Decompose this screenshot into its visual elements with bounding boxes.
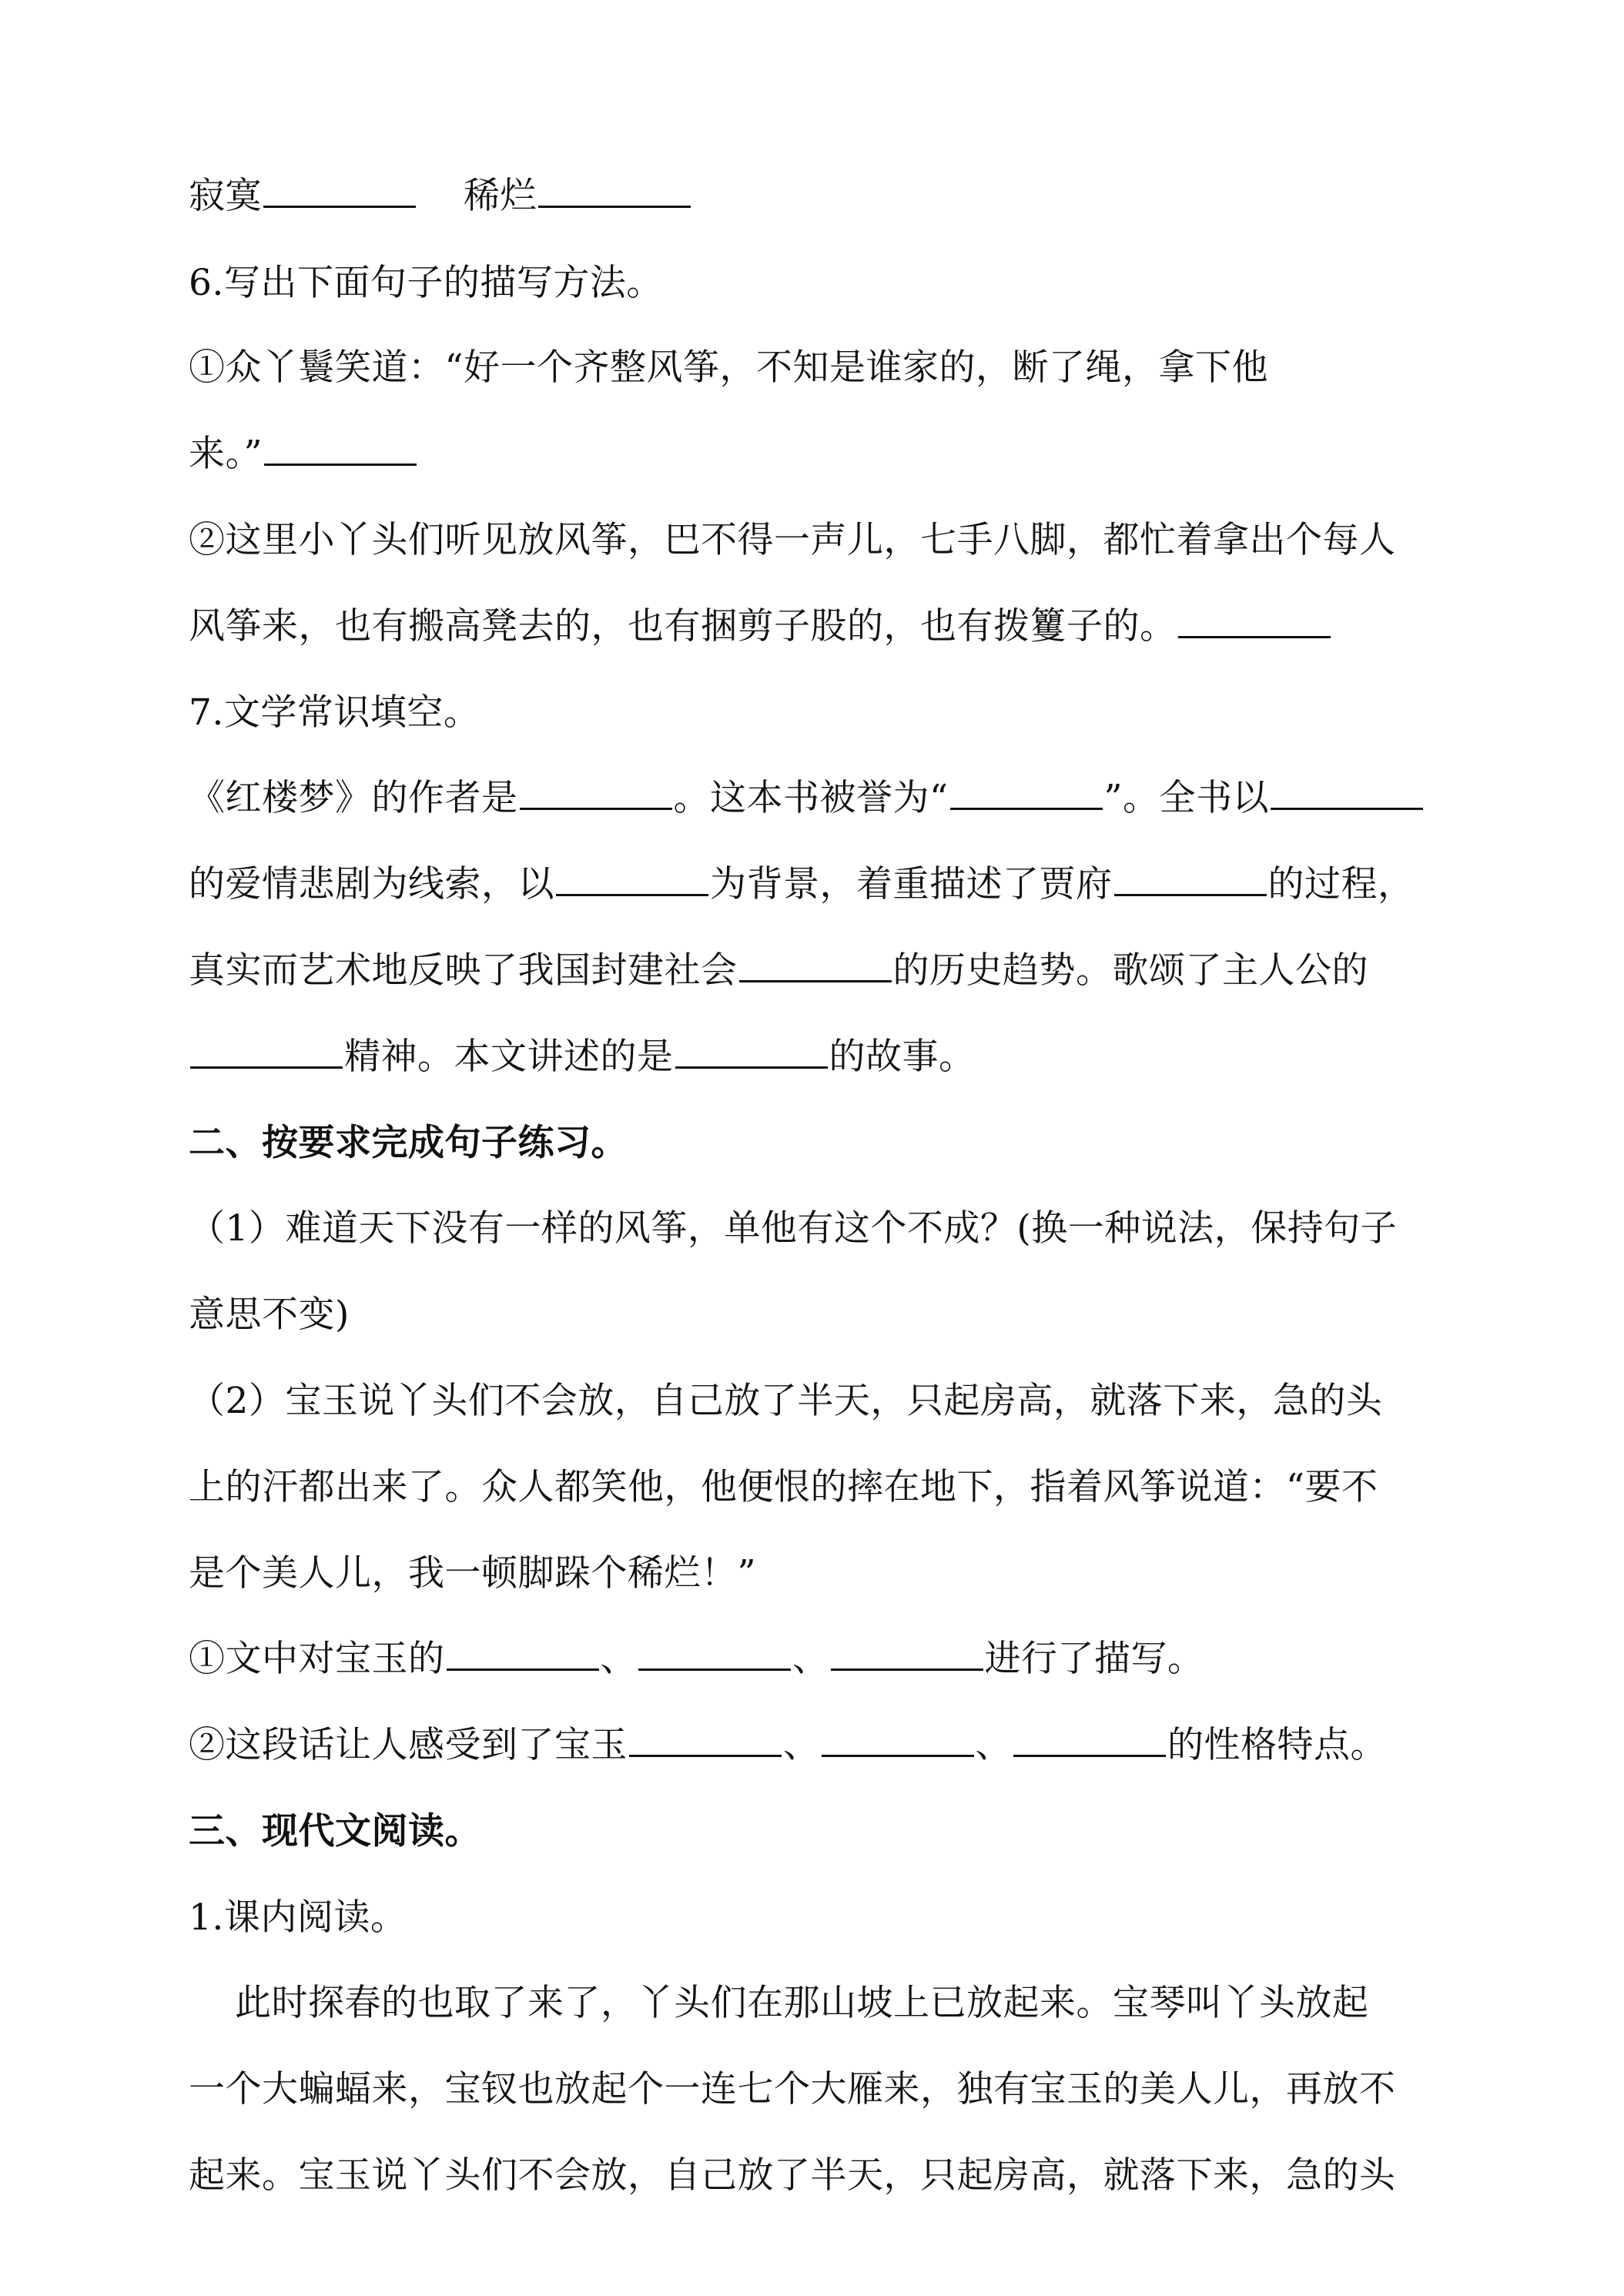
literature-line-3: 真实而艺术地反映了我国封建社会 的历史趋势。歌颂了主人公的 bbox=[189, 949, 1368, 992]
exercise-2-question-1: ①文中对宝玉的 、 、 进行了描写。 bbox=[189, 1638, 1204, 1680]
passage-line-3: 起来。宝玉说丫头们不会放，自己放了半天，只起房高，就落下来，急的头 bbox=[189, 2154, 1396, 2197]
passage-line-1: 此时探春的也取了来了，丫头们在那山坡上已放起来。宝琴叫丫头放起 bbox=[235, 1982, 1369, 2024]
literature-line-2: 的爱情悲剧为线索，以 为背景，着重描述了贾府 的过程， bbox=[189, 863, 1415, 905]
answer-blank[interactable] bbox=[1013, 1724, 1166, 1757]
answer-blank[interactable] bbox=[638, 1638, 791, 1671]
word-pair-line bbox=[189, 173, 692, 219]
reading-1-heading: 1.课内阅读。 bbox=[189, 1896, 407, 1939]
answer-blank[interactable] bbox=[556, 863, 708, 896]
answer-blank[interactable] bbox=[950, 777, 1103, 810]
answer-blank[interactable] bbox=[263, 175, 416, 208]
question-6-sentence-1: ①众丫鬟笑道：“好一个齐整风筝，不知是谁家的，断了绳，拿下他 bbox=[189, 346, 1269, 389]
exercise-1-line-2: 意思不变) bbox=[189, 1294, 350, 1336]
answer-blank[interactable] bbox=[538, 175, 691, 208]
exercise-2-line-1: （2）宝玉说丫头们不会放，自己放了半天，只起房高，就落下来，急的头 bbox=[189, 1380, 1383, 1422]
word-xilan: 稀烂 bbox=[464, 175, 537, 217]
word-jimo: 寂寞 bbox=[189, 175, 262, 217]
answer-blank[interactable] bbox=[675, 1036, 828, 1069]
answer-blank[interactable] bbox=[822, 1724, 974, 1757]
answer-blank[interactable] bbox=[520, 777, 672, 810]
answer-blank[interactable] bbox=[1114, 863, 1267, 896]
answer-blank[interactable] bbox=[629, 1724, 782, 1757]
question-6-sentence-2: ②这里小丫头们听见放风筝，巴不得一声儿，七手八脚，都忙着拿出个每人 bbox=[189, 519, 1396, 561]
answer-blank[interactable] bbox=[831, 1638, 983, 1671]
literature-line-4: 精神。本文讲述的是 的故事。 bbox=[189, 1034, 976, 1080]
answer-blank[interactable] bbox=[264, 433, 417, 466]
question-7-heading: 7.文学常识填空。 bbox=[189, 691, 481, 734]
exercise-2-question-2: ②这段话让人感受到了宝玉 、 、 的性格特点。 bbox=[189, 1724, 1387, 1766]
answer-blank[interactable] bbox=[1178, 605, 1331, 638]
answer-blank[interactable] bbox=[739, 949, 892, 982]
answer-blank[interactable] bbox=[447, 1638, 599, 1671]
section-3-heading: 三、现代文阅读。 bbox=[189, 1810, 481, 1853]
passage-line-2: 一个大蝙蝠来，宝钗也放起个一连七个大雁来，独有宝玉的美人儿，再放不 bbox=[189, 2068, 1396, 2110]
literature-line-1: 《红楼梦》的作者是 。这本书被誉为“ ”。全书以 bbox=[189, 775, 1425, 822]
question-6-heading: 6.写出下面句子的描写方法。 bbox=[189, 262, 663, 304]
exercise-2-line-3: 是个美人儿，我一顿脚跺个稀烂！” bbox=[189, 1552, 757, 1595]
answer-blank[interactable] bbox=[190, 1036, 343, 1069]
exercise-1-line-1: （1）难道天下没有一样的风筝，单他有这个不成？(换一种说法，保持句子 bbox=[189, 1207, 1398, 1250]
exercise-2-line-2: 上的汗都出来了。众人都笑他，他便恨的摔在地下，指着风筝说道：“要不 bbox=[189, 1466, 1378, 1508]
section-2-heading: 二、按要求完成句子练习。 bbox=[189, 1122, 628, 1164]
answer-blank[interactable] bbox=[1271, 777, 1423, 810]
question-6-sentence-1-end: 来。” bbox=[189, 431, 418, 477]
question-6-sentence-2-end: 风筝来，也有搬高凳去的，也有捆剪子股的，也有拨籰子的。 bbox=[189, 604, 1332, 650]
